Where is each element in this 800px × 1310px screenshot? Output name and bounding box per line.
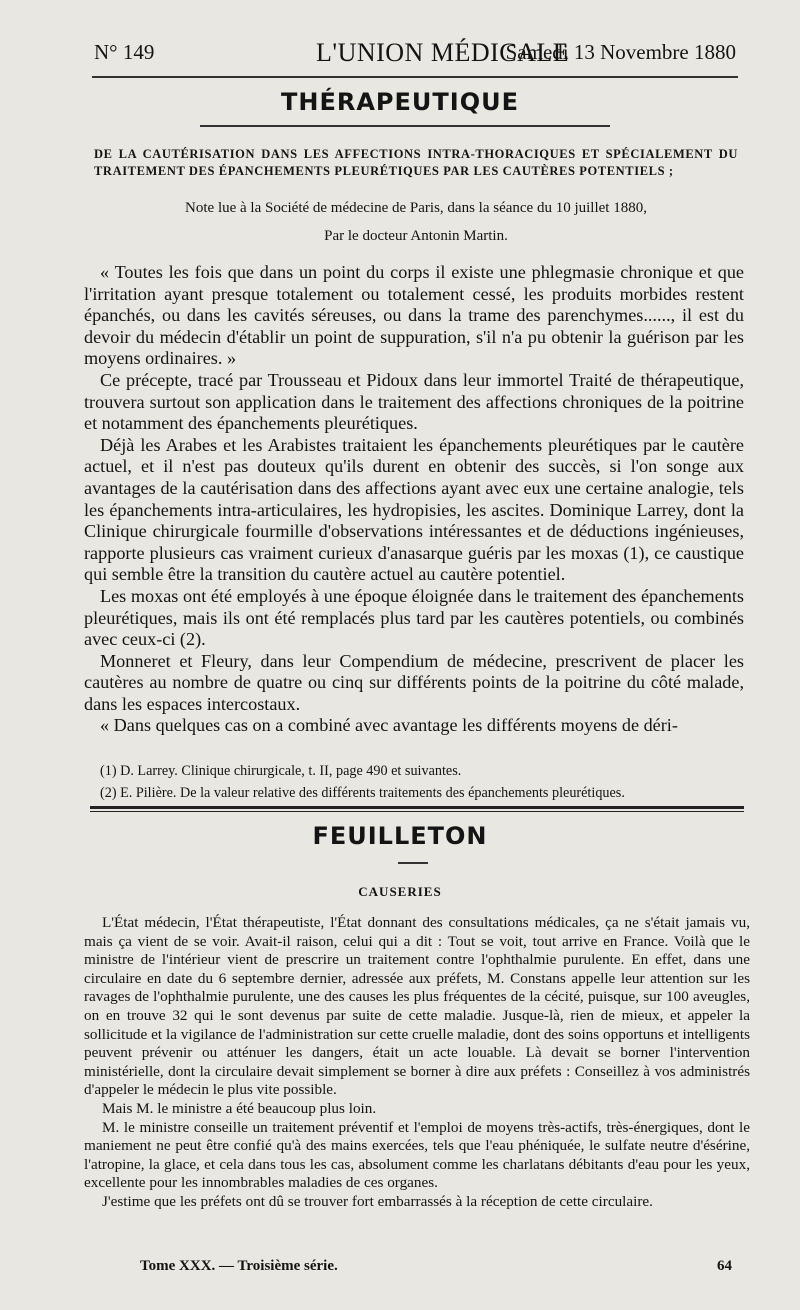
feuilleton-paragraph: J'estime que les préfets ont dû se trouver fort embarrassés à la réception de cette circulaire. <box>102 1192 653 1210</box>
feuilleton-paragraph: M. le ministre conseille un traitement préventif et l'emploi de moyens très-actifs, très-énergiques, dont le maniement ne peut être confié qu'à des mains exercées, tels que l'eau phéniquée, le sulfate neutre d'ésérine, l'atropine, la glace, et cela dans tous les cas, absolument comme les charlatans débitants d'eau pour les yeux, excellente pour les innombrables maladies de ces organes. <box>84 1118 750 1192</box>
article-paragraph: Déjà les Arabes et les Arabistes traitaient les épanchements pleurétiques par le cautère actuel, et il n'est pas douteux qu'ils durent en obtenir des succès, si l'on songe aux avantages de la cautérisation dans des affections ayant avec eux une certaine analogie, tels les épanchements intra-articulaires, les hydropisies, les ascites. Dominique Larrey, dont la Clinique chirurgicale fourmille d'observations intéressantes et de déductions ingénieuses, rapporte plusieurs cas vraiment curieux d'anasarque guéris par les moxas (1), ce caustique qui semble être la transition du cautère actuel au cautère potentiel. <box>84 434 744 585</box>
volume-label: Tome XXX. — Troisième série. <box>140 1258 338 1274</box>
article-paragraph: Monneret et Fleury, dans leur Compendium de médecine, prescrivent de placer les cautères au nombre de quatre ou cinq sur différents points de la poitrine du côté malade, dans les espaces intercostaux. <box>84 650 744 714</box>
issue-number: N° 149 <box>94 40 155 64</box>
feuilleton-paragraph: L'État médecin, l'État thérapeutiste, l'État donnant des consultations médicales, ça ne s'était jamais vu, mais ça vient de se voir. Avait-il raison, celui qui a dit : Tout se voit, tout arrive en France. Voilà que le ministre de l'intérieur vient de prescrire un traitement contre l'ophthalmie purulente. En effet, dans une circulaire en date du 6 septembre dernier, adressée aux préfets, M. Constans appelle leur attention sur les ravages de l'ophthalmie purulente, une des causes les plus fréquentes de la cécité, puisque, sur 100 aveugles, on en trouve 32 qui le sont devenus par suite de cette maladie. Jusque-là, rien de mieux, et appeler la sollicitude et la vigilance de l'administration sur cette cruelle maladie, dont des soins opportuns et intelligents peuvent prévenir ou atténuer les dangers, était un acte louable. Là devait se borner l'intervention ministérielle, dont la circulaire devait simplement se borner à dire aux préfets : Conseillez à vos administrés d'appeler le médecin le plus vite possible. <box>84 914 750 1099</box>
article-paragraph: Ce précepte, tracé par Trousseau et Pidoux dans leur immortel Traité de thérapeutique, trouvera surtout son application dans le traitement des affections chroniques de la poitrine et notamment des épanchements pleurétiques. <box>84 369 744 434</box>
footnotes <box>100 760 744 804</box>
feuilleton-paragraph: Mais M. le ministre a été beaucoup plus loin. <box>102 1099 377 1117</box>
section-title-rule <box>200 125 610 127</box>
article-paragraph: Les moxas ont été employés à une époque éloignée dans le traitement des épanchements pleurétiques, mais ils ont été remplacés plus tard par les cautères potentiels, ou combinés avec ceux-ci (2). <box>84 585 744 650</box>
feuilleton-title-rule <box>398 862 428 864</box>
article-note: Note lue à la Société de médecine de Paris, dans la séance du 10 juillet 1880, <box>185 200 647 216</box>
page-number: 64 <box>717 1258 732 1274</box>
article-author: Par le docteur Antonin Martin. <box>324 228 508 244</box>
feuilleton-divider-thin <box>90 811 744 812</box>
footnote: (2) E. Pilière. De la valeur relative des différents traitements des épanchements pleurétiques. <box>100 785 625 801</box>
feuilleton-divider <box>90 806 744 809</box>
header-rule <box>92 76 738 78</box>
article-paragraph: « Toutes les fois que dans un point du corps il existe une phlegmasie chronique et que l'irritation ayant presque totalement ou totalement cessé, les produits morbides restent épanchés, ou dans les cavités séreuses, ou dans la trame des parenchymes......, il est du devoir du médecin d'établir un point de suppuration, s'il n'a pu obtenir la guérison par les moyens ordinaires. » <box>84 262 744 369</box>
journal-name: L'UNION MÉDICALE <box>316 38 570 67</box>
feuilleton-title: FEUILLETON <box>312 822 488 850</box>
article-body <box>84 262 744 737</box>
footnote: (1) D. Larrey. Clinique chirurgicale, t. II, page 490 et suivantes. <box>100 763 462 779</box>
feuilleton-body <box>84 914 750 1212</box>
page-header <box>94 38 736 66</box>
feuilleton-subtitle: CAUSERIES <box>358 884 442 899</box>
article-paragraph: « Dans quelques cas on a combiné avec avantage les différents moyens de déri- <box>100 715 678 736</box>
section-title: THÉRAPEUTIQUE <box>281 88 519 116</box>
issue-date: Samedi 13 Novembre 1880 <box>505 40 736 64</box>
article-title: DE LA CAUTÉRISATION DANS LES AFFECTIONS INTRA-THORACIQUES ET SPÉCIALEMENT DU TRAITEMENT DES ÉPANCHEMENTS PLEURÉTIQUES PAR LES CAUTÈRES POTENTIELS ; <box>94 147 738 178</box>
